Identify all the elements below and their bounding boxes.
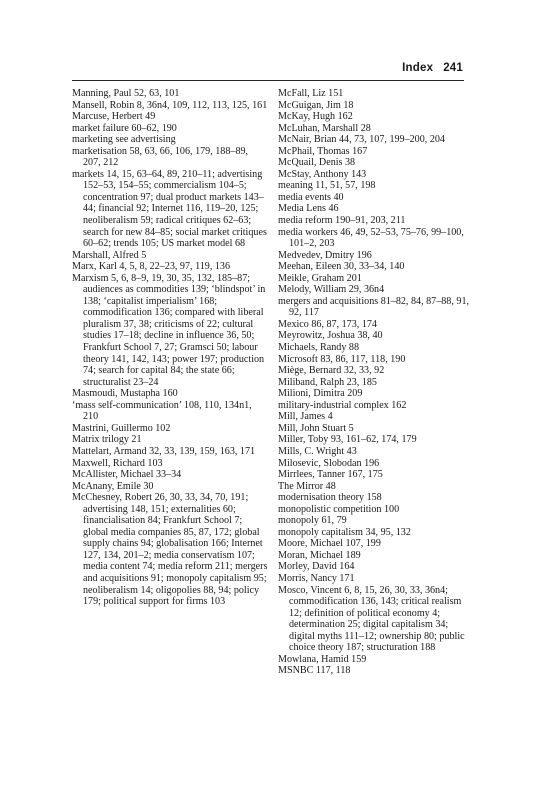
index-entry: Morley, David 164 — [278, 561, 355, 573]
header-rule — [72, 80, 464, 81]
index-entry: Microsoft 83, 86, 117, 118, 190 — [278, 353, 406, 365]
index-entry: Moran, Michael 189 — [278, 549, 361, 561]
index-entry: McAnany, Emile 30 — [72, 480, 154, 492]
index-entry: McChesney, Robert 26, 30, 33, 34, 70, 191; advertising 148, 151; externalities 60; financialisation 84; Frankfurt School 7; global media companies 85, 87, 172; global supply chains 94; globalisation 166; Internet 127, 134, 201–2; media conservatism 107; media content 74; media reform 211; mergers and acquisitions 91; monopoly capitalism 95; neoliberalism 14; oligopolies 88, 94; policy 179; political support for firms 103 — [72, 492, 268, 608]
index-entry: Mill, James 4 — [278, 411, 333, 423]
index-column-left — [72, 88, 268, 608]
index-entry: ‘mass self-communication’ 108, 110, 134n1, 210 — [72, 399, 252, 423]
index-entry: Michaels, Randy 88 — [278, 342, 360, 354]
index-entry: marketisation 58, 63, 66, 106, 179, 188–89, 207, 212 — [72, 145, 249, 169]
index-entry: The Mirror 48 — [278, 480, 336, 492]
index-entry: Miliband, Ralph 23, 185 — [278, 376, 377, 388]
index-entry: Maxwell, Richard 103 — [72, 457, 163, 469]
index-entry: McFall, Liz 151 — [278, 88, 344, 99]
index-entry: monopoly 61, 79 — [278, 515, 347, 527]
index-entry: Marcuse, Herbert 49 — [72, 111, 156, 123]
index-entry: McStay, Anthony 143 — [278, 168, 367, 180]
index-entry: marketing see advertising — [72, 134, 176, 146]
index-entry: Miège, Bernard 32, 33, 92 — [278, 365, 385, 377]
index-entry: McKay, Hugh 162 — [278, 111, 353, 123]
index-entry: market failure 60–62, 190 — [72, 122, 177, 134]
index-entry: Mexico 86, 87, 173, 174 — [278, 318, 377, 330]
index-entry: modernisation theory 158 — [278, 492, 382, 504]
index-entry: McQuail, Denis 38 — [278, 157, 356, 169]
index-entry: Mirrlees, Tanner 167, 175 — [278, 469, 383, 481]
index-entry: Meikle, Graham 201 — [278, 272, 362, 284]
index-entry: Marx, Karl 4, 5, 8, 22–23, 97, 119, 136 — [72, 261, 231, 273]
index-entry: Mastrini, Guillermo 102 — [72, 422, 171, 434]
index-entry: Marshall, Alfred 5 — [72, 249, 147, 261]
index-entry: media workers 46, 49, 52–53, 75–76, 99–100, 101–2, 203 — [278, 226, 464, 250]
index-entry: Moore, Michael 107, 199 — [278, 538, 381, 550]
index-entry: Melody, William 29, 36n4 — [278, 284, 385, 296]
index-entry: Masmoudi, Mustapha 160 — [72, 388, 178, 400]
index-entry: Matrix trilogy 21 — [72, 434, 142, 446]
running-title: Index — [402, 62, 434, 74]
index-entry: military-industrial complex 162 — [278, 399, 407, 411]
index-entry: McGuigan, Jim 18 — [278, 99, 354, 111]
index-entry: Meehan, Eileen 30, 33–34, 140 — [278, 261, 405, 273]
index-entry: Mills, C. Wright 43 — [278, 445, 357, 457]
index-entry: monopoly capitalism 34, 95, 132 — [278, 526, 411, 538]
index-entry: media events 40 — [278, 191, 344, 203]
index-entry: media reform 190–91, 203, 211 — [278, 215, 406, 227]
index-entry: Miller, Toby 93, 161–62, 174, 179 — [278, 434, 417, 446]
index-entry: Morris, Nancy 171 — [278, 572, 355, 584]
index-entry: Media Lens 46 — [278, 203, 339, 215]
index-entry: McPhail, Thomas 167 — [278, 145, 368, 157]
index-entry: markets 14, 15, 63–64, 89, 210–11; advertising 152–53, 154–55; commercialism 104–5; concentration 97; dual product markets 143–44; financial 92; Internet 116, 119–20, 125; neoliberalism 59; radical critiques 62–63; search for new 84–85; social market critiques 60–62; trends 105; US market model 68 — [72, 168, 267, 250]
index-entry: Marxism 5, 6, 8–9, 19, 30, 35, 132, 185–87; audiences as commodities 139; ‘blindspot’ in 138; ‘capitalist imperialism’ 168; commodification 136; compared with liberal pluralism 37, 38; criticisms of 22; cultural studies 17–18; decline in influence 36, 50; Frankfurt School 7, 27; Gramsci 50; labour theory 141, 142, 143; power 197; production 74; search for capital 84; the state 66; structuralist 23–24 — [72, 272, 266, 388]
index-entry: Mansell, Robin 8, 36n4, 109, 112, 113, 125, 161 — [72, 99, 268, 111]
page-number: 241 — [443, 62, 463, 74]
index-entry: Milioni, Dimitra 209 — [278, 388, 363, 400]
index-entry: Mattelart, Armand 32, 33, 139, 159, 163, 171 — [72, 445, 256, 457]
index-entry: Milosevic, Slobodan 196 — [278, 457, 380, 469]
index-entry: Mowlana, Hamid 159 — [278, 653, 367, 665]
index-entry: MSNBC 117, 118 — [278, 665, 351, 677]
index-entry: Meyrowitz, Joshua 38, 40 — [278, 330, 383, 342]
index-entry: McNair, Brian 44, 73, 107, 199–200, 204 — [278, 134, 445, 146]
index-entry: Medvedev, Dmitry 196 — [278, 249, 372, 261]
index-entry: Mosco, Vincent 6, 8, 15, 26, 30, 33, 36n4; commodification 136, 143; critical realism 12; definition of political economy 4; determination 25; digital capitalism 34; digital myths 111–12; ownership 80; public choice theory 187; structuration 188 — [278, 584, 465, 654]
index-entry: McLuhan, Marshall 28 — [278, 122, 371, 134]
index-column-right — [278, 88, 474, 677]
index-entry: Manning, Paul 52, 63, 101 — [72, 88, 180, 99]
index-entry: McAllister, Michael 33–34 — [72, 469, 182, 481]
index-entry: Mill, John Stuart 5 — [278, 422, 354, 434]
index-entry: mergers and acquisitions 81–82, 84, 87–88, 91, 92, 117 — [278, 295, 470, 319]
page-header — [402, 62, 463, 74]
index-entry: monopolistic competition 100 — [278, 503, 400, 515]
index-entry: meaning 11, 51, 57, 198 — [278, 180, 376, 192]
